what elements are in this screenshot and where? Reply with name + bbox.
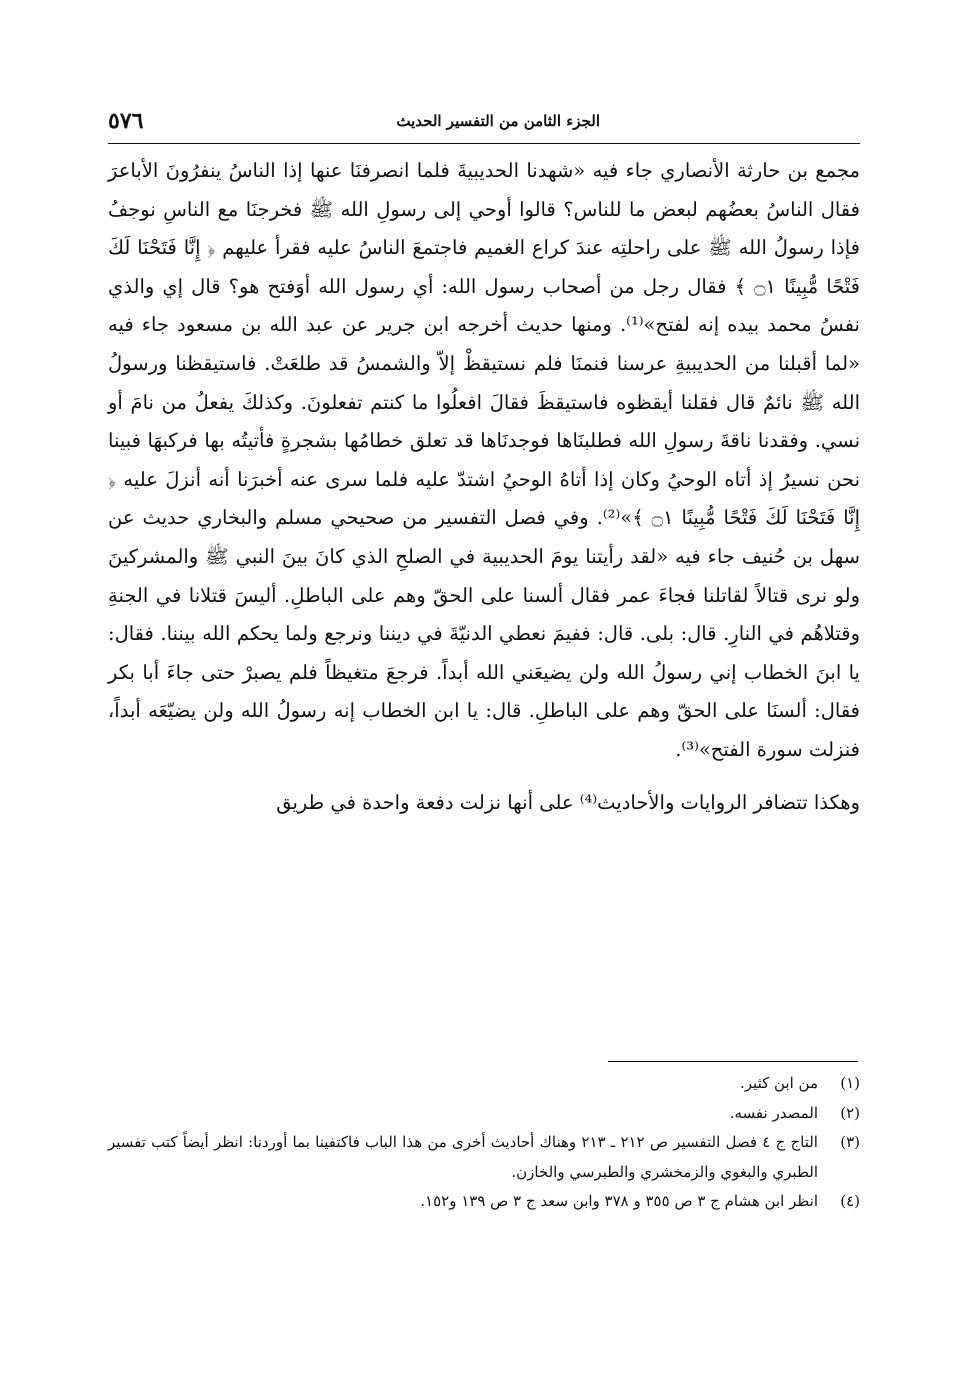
paragraph-1: مجمع بن حارثة الأنصاري جاء فيه «شهدنا الحديبيةَ فلما انصرفنَا عنها إذا الناسُ ينفرُونَ الأباعرَ فقال الناسُ بعضُهم لبعض ما للناس؟ قالوا أوحي إلى رسولِ الله ﷺ فخرجنَا مع الناسِ نوجفُ فإذا رسولُ الله ﷺ على راحلتِه عندَ كراع الغميم فاجتمعَ الناسُ عليه فقرأ عليهم ﴿ إِنَّا فَتَحْنَا لَكَ فَتْحًا مُّبِينًا ۝١ ﴾ فقال رجل من أصحاب رسول الله: أي رسول الله أوَفتح هو؟ قال إي والذي نفسُ محمد بيده إنه لفتح»⁽¹⁾. ومنها حديث أخرجه ابن جرير عن عبد الله بن مسعود جاء فيه «لما أقبلنا من الحديبيةِ عرسنا فنمنَا فلم نستيقظْ إلاّ والشمسُ قد طلعَتْ. فاستيقظنا ورسولُ الله ﷺ نائمٌ قال فقلنا أيقظوه فاستيقظَ فقالَ افعلُوا ما كنتم تفعلونَ. وكذلكَ يفعلُ من نامَ أو نسي. وفقدنا ناقةَ رسولِ الله فطلبنَاها فوجدنَاها قد تعلق خطامُها بشجرةٍ فأتيتُه بها فركبهَا فبينا نحن نسيرُ إذ أتاه الوحيُ وكان إذا أتاهُ الوحيُ اشتدّ عليه فلما سرى عنه أخبرَنا أنه أنزلَ عليه ﴿ إِنَّا فَتَحْنَا لَكَ فَتْحًا مُّبِينًا ۝١ ﴾»⁽²⁾. وفي فصل التفسير من صحيحي مسلم والبخاري حديث عن سهل بن حُنيف جاء فيه «لقد رأيتنا يومَ الحديبية في الصلحِ الذي كانَ بينَ النبي ﷺ والمشركينَ ولو نرى قتالاً لقاتلنا فجاءَ عمر فقال ألسنا على الحقّ وهم على الباطلِ. أليسَ قتلانا في الجنةِ وقتلاهُم في النارِ. قال: بلى. قال: ففيمَ نعطي الدنيّةَ في ديننا ونرجع ولما يحكم الله بيننا. فقال: يا ابنَ الخطاب إني رسولُ الله ولن يضيعَني الله أبداً. فرجعَ متغيظاً فلم يصبرْ حتى جاءَ أبا بكر فقال: ألسنَا على الحقّ وهم على الباطلِ. قال: يا ابن الخطاب إنه رسولُ الله ولن يضيّعَه أبداً، فنزلت سورة الفتح»⁽³⁾.: [108, 159, 861, 761]
page-number: ٥٧٦: [108, 108, 144, 134]
footnote-text: المصدر نفسه.: [729, 1103, 818, 1122]
running-header: [108, 104, 860, 144]
footnote-number: (١): [840, 1074, 860, 1092]
footnote-text: التاج ج ٤ فصل التفسير ص ٢١٢ ـ ٢١٣ وهناك أحاديث أخرى من هذا الباب فاكتفينا بما أوردنا: انظر أيضاً كتب تفسير الطبري والبغوي والزمخشري والطبرسي والخازن.: [108, 1133, 818, 1181]
footnote-3: [108, 1128, 860, 1187]
main-text: [108, 152, 860, 822]
footnote-separator: [608, 1061, 858, 1062]
footnote-4: [108, 1187, 860, 1217]
running-header-title: الجزء الثامن من التفسير الحديث: [396, 112, 600, 130]
footnote-text: انظر ابن هشام ج ٣ ص ٣٥٥ و ٣٧٨ وابن سعد ج ٣ ص ١٣٩ و١٥٢.: [420, 1192, 818, 1210]
footnote-number: (٢): [840, 1103, 860, 1122]
footnote-2: [108, 1099, 860, 1129]
footnote-number: (٤): [840, 1192, 860, 1210]
paragraph-2: وهكذا تتضافر الروايات والأحاديث⁽⁴⁾ على أنها نزلت دفعة واحدة في طريق: [276, 790, 860, 814]
footnote-1: [108, 1069, 860, 1099]
header-rule: [108, 143, 860, 144]
footnotes: [108, 1069, 860, 1217]
footnote-number: (٣): [840, 1133, 860, 1151]
footnote-text: من ابن كثير.: [740, 1074, 818, 1092]
